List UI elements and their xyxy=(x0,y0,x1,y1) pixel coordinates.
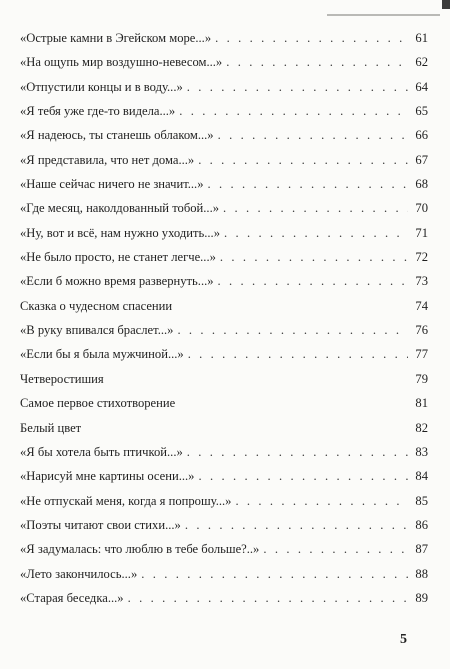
toc-entry-title: «Я бы хотела быть птичкой...» xyxy=(20,444,183,459)
toc-entry xyxy=(20,55,428,79)
dot-leader xyxy=(187,80,408,95)
dot-leader xyxy=(188,347,408,362)
dot-leader xyxy=(198,153,408,168)
dot-leader xyxy=(185,518,408,533)
toc-entry xyxy=(20,591,428,615)
toc-entry-page: 73 xyxy=(415,274,428,289)
toc-entry-page: 83 xyxy=(415,444,428,459)
toc-entry-page: 67 xyxy=(415,152,428,167)
dot-leader xyxy=(187,445,408,460)
toc-entry-page: 61 xyxy=(415,31,428,45)
toc-entry-page: 62 xyxy=(415,55,428,70)
dot-leader xyxy=(177,323,408,338)
toc-entry xyxy=(20,80,428,104)
toc-entry-title: «На ощупь мир воздушно-невесом...» xyxy=(20,55,223,70)
toc-entry-title: «Старая беседка...» xyxy=(20,590,124,605)
dot-leader xyxy=(218,128,408,143)
dot-leader xyxy=(128,591,408,606)
dot-leader xyxy=(215,31,408,46)
toc-entry-page: 77 xyxy=(415,347,428,362)
toc-entry xyxy=(20,299,428,323)
toc-entry xyxy=(20,201,428,225)
toc-entry xyxy=(20,372,428,396)
toc-entry xyxy=(20,323,428,347)
toc-entry-title: Четверостишия xyxy=(20,371,104,386)
toc-entry-title: «Поэты читают свои стихи...» xyxy=(20,517,181,532)
toc-entry-title: «Не отпускай меня, когда я попрошу...» xyxy=(20,493,232,508)
toc-entry-title: «В руку впивался браслет...» xyxy=(20,323,174,338)
toc-entry xyxy=(20,274,428,298)
toc-entry-page: 65 xyxy=(415,104,428,119)
toc-entry-page: 85 xyxy=(415,493,428,508)
toc-entry-title: «Наше сейчас ничего не значит...» xyxy=(20,177,204,192)
toc-entry xyxy=(20,104,428,128)
toc-entry-title: «Не было просто, не станет легче...» xyxy=(20,250,216,265)
toc-entry-title: «Ну, вот и всё, нам нужно уходить...» xyxy=(20,225,220,240)
dot-leader xyxy=(223,201,408,216)
toc-entry-title: Белый цвет xyxy=(20,420,82,435)
toc-entry-title: Самое первое стихотворение xyxy=(20,396,176,411)
dot-leader xyxy=(263,542,408,557)
dot-leader xyxy=(218,274,408,289)
toc-entry xyxy=(20,250,428,274)
dot-leader xyxy=(198,469,408,484)
toc-entry-page: 71 xyxy=(415,225,428,240)
toc-entry-title: «Я представила, что нет дома...» xyxy=(20,152,195,167)
toc-entry xyxy=(20,177,428,201)
toc-entry xyxy=(20,542,428,566)
toc-entry xyxy=(20,347,428,371)
toc-entry-title: «Острые камни в Эгейском море...» xyxy=(20,31,212,45)
toc-entry-title: «Лето закончилось...» xyxy=(20,566,138,581)
toc-entry-page: 82 xyxy=(415,420,428,435)
toc-entry-page: 79 xyxy=(415,371,428,386)
corner-mark xyxy=(442,0,450,9)
toc-entry-page: 76 xyxy=(415,323,428,338)
toc-entry-page: 68 xyxy=(415,177,428,192)
dot-leader xyxy=(179,104,408,119)
toc-entry-page: 89 xyxy=(415,590,428,605)
toc-entry xyxy=(20,421,428,445)
dot-leader xyxy=(224,226,408,241)
dot-leader xyxy=(226,55,408,70)
toc-entry-title: «Нарисуй мне картины осени...» xyxy=(20,469,195,484)
toc-entry xyxy=(20,567,428,591)
toc-entry-page: 66 xyxy=(415,128,428,143)
toc-entry-title: «Я задумалась: что люблю в тебе больше?..» xyxy=(20,542,260,557)
toc-entry-title: «Если б можно время развернуть...» xyxy=(20,274,214,289)
dot-leader xyxy=(141,567,408,582)
dot-leader xyxy=(235,494,408,509)
toc-entry-page: 84 xyxy=(415,469,428,484)
toc-entry xyxy=(20,226,428,250)
dot-leader xyxy=(208,177,408,192)
toc-entry-title: «Если бы я была мужчиной...» xyxy=(20,347,184,362)
toc-entry-title: «Где месяц, наколдованный тобой...» xyxy=(20,201,220,216)
toc-entry-page: 81 xyxy=(415,396,428,411)
toc-entry-title: Сказка о чудесном спасении xyxy=(20,298,173,313)
toc-entry-title: «Я тебя уже где-то видела...» xyxy=(20,104,176,119)
toc-entry xyxy=(20,396,428,420)
page-number: 5 xyxy=(400,632,407,647)
toc-entry xyxy=(20,445,428,469)
toc-entry xyxy=(20,31,428,55)
toc-entry xyxy=(20,469,428,493)
toc-entry xyxy=(20,153,428,177)
toc-entry xyxy=(20,518,428,542)
toc-entry-page: 87 xyxy=(415,542,428,557)
toc-entry-page: 74 xyxy=(415,298,428,313)
toc-entry-title: «Я надеюсь, ты станешь облаком...» xyxy=(20,128,214,143)
toc-entry-page: 70 xyxy=(415,201,428,216)
toc-entry-page: 64 xyxy=(415,79,428,94)
toc-entry xyxy=(20,494,428,518)
toc-entry-page: 88 xyxy=(415,566,428,581)
table-of-contents xyxy=(20,31,428,615)
toc-entry-page: 86 xyxy=(415,517,428,532)
header-rule xyxy=(327,0,440,16)
toc-entry-title: «Отпустили концы и в воду...» xyxy=(20,79,183,94)
toc-entry xyxy=(20,128,428,152)
toc-entry-page: 72 xyxy=(415,250,428,265)
dot-leader xyxy=(220,250,408,265)
